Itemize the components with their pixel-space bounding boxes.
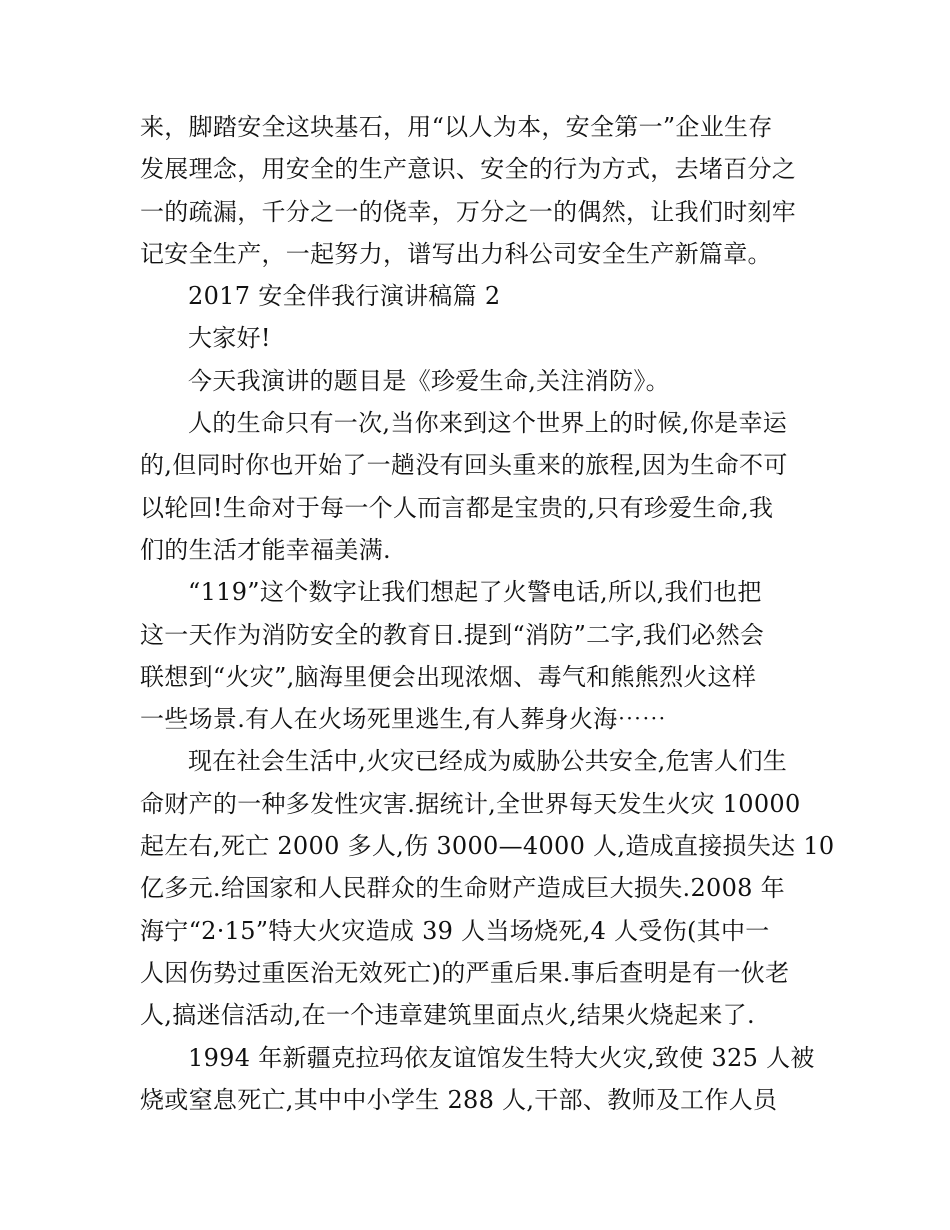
text-line: 命财产的一种多发性灾害.据统计,全世界每天发生火灾 10000 <box>140 789 801 818</box>
text-line: 一的疏漏，千分之一的侥幸，万分之一的偶然，让我们时刻牢 <box>140 197 797 226</box>
text-line: “119”这个数字让我们想起了火警电话,所以,我们也把 <box>188 578 762 607</box>
text-line: 海宁“2·15”特大火灾造成 39 人当场烧死,4 人受伤(其中一 <box>140 916 770 945</box>
text-line: 2017 安全伴我行演讲稿篇 2 <box>188 282 501 311</box>
text-line: 记安全生产，一起努力，谱写出力科公司安全生产新篇章。 <box>140 239 772 268</box>
text-line: 来，脚踏安全这块基石，用“以人为本，安全第一”企业生存 <box>140 113 773 141</box>
document-body <box>140 106 835 1121</box>
text-line: 这一天作为消防安全的教育日.提到“消防”二字,我们必然会 <box>140 620 765 649</box>
text-line: 亿多元.给国家和人民群众的生命财产造成巨大损失.2008 年 <box>140 874 785 903</box>
text-line: 现在社会生活中,火灾已经成为威胁公共安全,危害人们生 <box>188 747 788 776</box>
text-line: 人的生命只有一次,当你来到这个世界上的时候,你是幸运 <box>188 409 788 438</box>
text-line: 1994 年新疆克拉玛依友谊馆发生特大火灾,致使 325 人被 <box>188 1043 815 1072</box>
text-line: 发展理念，用安全的生产意识、安全的行为方式，去堵百分之 <box>140 155 797 184</box>
text-line: 人,搞迷信活动,在一个违章建筑里面点火,结果火烧起来了. <box>140 1001 755 1030</box>
text-line: 以轮回!生命对于每一个人而言都是宝贵的,只有珍爱生命,我 <box>140 493 774 522</box>
text-line: 烧或窒息死亡,其中中小学生 288 人,干部、教师及工作人员 <box>140 1085 778 1114</box>
text-line: 一些场景.有人在火场死里逃生,有人葬身火海⋯⋯ <box>140 705 667 734</box>
text-line: 联想到“火灾”,脑海里便会出现浓烟、毒气和熊熊烈火这样 <box>140 662 757 691</box>
text-line: 们的生活才能幸福美满. <box>140 535 391 564</box>
text-line: 大家好! <box>188 324 271 353</box>
text-line: 今天我演讲的题目是《珍爱生命,关注消防》。 <box>188 366 670 395</box>
text-line: 起左右,死亡 2000 多人,伤 3000—4000 人,造成直接损失达 10 <box>140 832 835 861</box>
text-line: 人因伤势过重医治无效死亡)的严重后果.事后查明是有一伙老 <box>140 958 790 987</box>
text-line: 的,但同时你也开始了一趟没有回头重来的旅程,因为生命不可 <box>140 451 788 480</box>
